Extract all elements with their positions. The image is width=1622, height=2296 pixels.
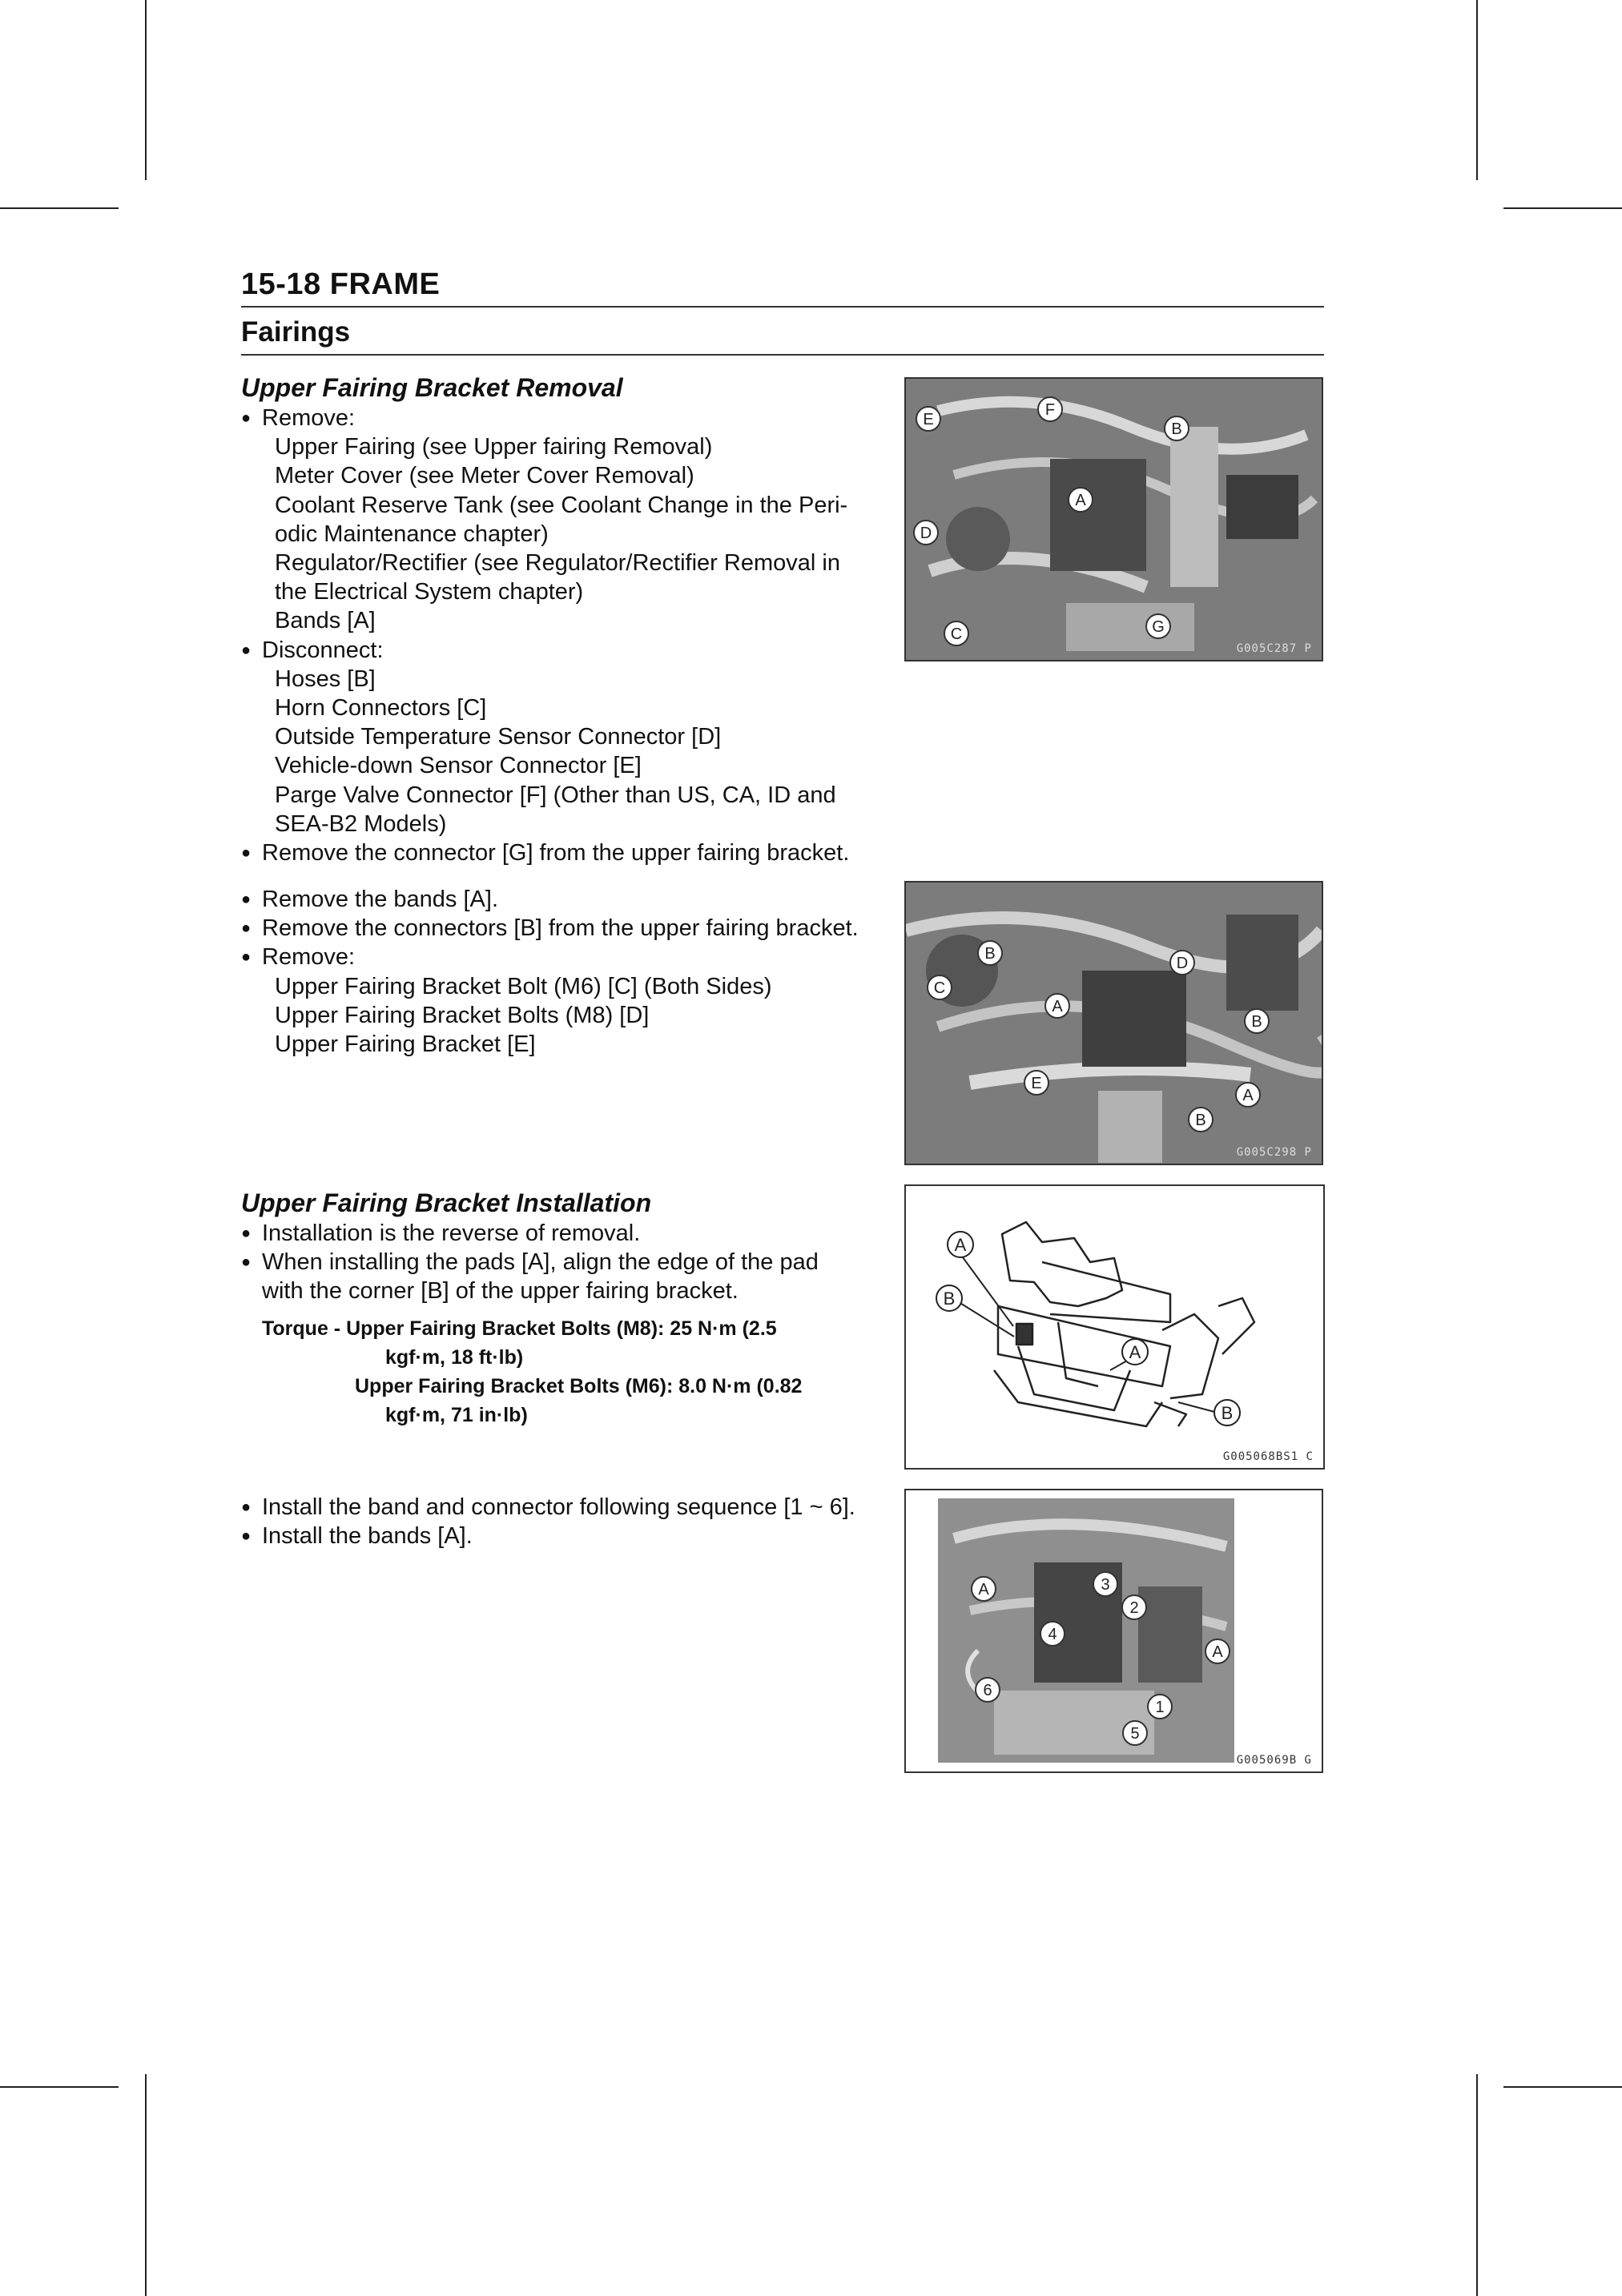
bullet-step: ● Remove the bands [A]. bbox=[241, 885, 874, 914]
step-item: Meter Cover (see Meter Cover Removal) bbox=[275, 463, 694, 489]
removal-heading: Upper Fairing Bracket Removal bbox=[241, 373, 623, 402]
figure-code: G005069B G bbox=[1236, 1754, 1312, 1767]
bullet-step: ● Remove the connectors [B] from the upper fairing bracket. bbox=[241, 914, 874, 943]
callout-label: C bbox=[950, 625, 963, 643]
step-item: Upper Fairing (see Upper fairing Removal) bbox=[275, 434, 713, 460]
step-item: odic Maintenance chapter) bbox=[275, 521, 549, 547]
page-header bbox=[241, 266, 1324, 356]
header-rule bbox=[241, 306, 1324, 308]
callout-label: A bbox=[1212, 1643, 1223, 1661]
callout-label: 3 bbox=[1101, 1576, 1110, 1594]
figure-photo-4 bbox=[904, 1489, 1323, 1773]
crop-mark bbox=[1503, 207, 1622, 209]
callout-label: B bbox=[1251, 1013, 1262, 1031]
photo-illustration bbox=[906, 883, 1322, 1164]
callout-label: A bbox=[978, 1581, 989, 1598]
crop-mark bbox=[145, 0, 147, 180]
callout-label: D bbox=[920, 525, 932, 542]
crop-mark bbox=[0, 207, 119, 209]
photo-illustration bbox=[906, 379, 1322, 660]
figure-drawing-3 bbox=[904, 1184, 1325, 1470]
bullet-step: ● When installing the pads [A], align the edge of the pad bbox=[241, 1248, 874, 1277]
step-item: with the corner [B] of the upper fairing bracket. bbox=[262, 1278, 739, 1305]
bullet-step: ● Remove the connector [G] from the upper fairing bracket. bbox=[241, 838, 874, 867]
step-item: Upper Fairing Bracket Bolt (M6) [C] (Both Sides) bbox=[275, 973, 772, 999]
callout-label: B bbox=[943, 1289, 956, 1309]
callout-label: 1 bbox=[1155, 1699, 1165, 1716]
torque-line: Torque - Upper Fairing Bracket Bolts (M8): 25 N·m (2.5 bbox=[262, 1317, 777, 1340]
callout-label: 6 bbox=[983, 1682, 992, 1699]
bullet-step: ● Disconnect: bbox=[241, 636, 874, 665]
removal-steps-2 bbox=[241, 885, 874, 1059]
installation-section bbox=[241, 1187, 874, 1429]
callout-label: C bbox=[933, 979, 946, 997]
step-item: Parge Valve Connector [F] (Other than US, CA, ID and bbox=[275, 782, 836, 808]
removal-section bbox=[241, 372, 874, 867]
callout-label: E bbox=[1031, 1075, 1042, 1092]
figure-photo-1 bbox=[904, 377, 1323, 661]
figure-code: G005C287 P bbox=[1236, 642, 1312, 655]
callout-label: A bbox=[1129, 1342, 1141, 1362]
removal-steps-list bbox=[241, 885, 874, 1059]
torque-line: kgf·m, 18 ft·lb) bbox=[385, 1345, 524, 1369]
installation-steps bbox=[241, 1219, 874, 1306]
step-item: Hoses [B] bbox=[275, 665, 376, 692]
crop-mark bbox=[1476, 2074, 1478, 2296]
figure-code: G005C298 P bbox=[1236, 1146, 1312, 1159]
crop-mark bbox=[0, 2086, 119, 2088]
step-item: Upper Fairing Bracket [E] bbox=[275, 1031, 536, 1058]
step-item: Upper Fairing Bracket Bolts (M8) [D] bbox=[275, 1002, 650, 1028]
step-item: Outside Temperature Sensor Connector [D] bbox=[275, 724, 722, 750]
callout-label: F bbox=[1044, 401, 1056, 419]
callout-label: 2 bbox=[1129, 1599, 1139, 1617]
section-title: Fairings bbox=[241, 316, 351, 348]
step-item: Horn Connectors [C] bbox=[275, 695, 487, 722]
step-item: Bands [A] bbox=[275, 608, 376, 634]
installation-steps-2 bbox=[241, 1493, 874, 1550]
callout-label: B bbox=[1221, 1403, 1234, 1423]
callout-label: A bbox=[1075, 492, 1086, 509]
crop-mark bbox=[1476, 0, 1478, 180]
callout-label: A bbox=[1242, 1087, 1254, 1104]
bullet-step: ● Install the band and connector following sequence [1 ~ 6]. bbox=[241, 1493, 874, 1522]
torque-line: kgf·m, 71 in·lb) bbox=[385, 1403, 528, 1426]
bullet-step: ● Remove: bbox=[241, 404, 874, 432]
callout-label: 4 bbox=[1048, 1626, 1057, 1643]
removal-steps bbox=[241, 404, 874, 867]
bracket-line-drawing bbox=[906, 1186, 1323, 1468]
bullet-step: ● Remove: bbox=[241, 943, 874, 971]
crop-mark bbox=[145, 2074, 147, 2296]
callout-label: B bbox=[984, 945, 996, 963]
figure-code: G005068BS1 C bbox=[1222, 1450, 1314, 1463]
bullet-step: ● Install the bands [A]. bbox=[241, 1522, 874, 1550]
step-item: Regulator/Rectifier (see Regulator/Rectifier Removal in bbox=[275, 550, 840, 577]
crop-mark bbox=[1503, 2086, 1622, 2088]
page-title: 15-18 FRAME bbox=[241, 267, 441, 301]
step-item: Coolant Reserve Tank (see Coolant Change in the Peri- bbox=[275, 492, 848, 518]
torque-line: Upper Fairing Bracket Bolts (M6): 8.0 N·m (0.82 bbox=[355, 1374, 803, 1397]
callout-label: A bbox=[954, 1235, 967, 1255]
figure-photo-2 bbox=[904, 881, 1323, 1165]
step-item: Vehicle-down Sensor Connector [E] bbox=[275, 753, 642, 779]
installation-steps-list bbox=[241, 1493, 874, 1550]
section-rule bbox=[241, 354, 1324, 356]
torque-spec bbox=[241, 1314, 874, 1429]
bullet-step: ● Installation is the reverse of removal. bbox=[241, 1219, 874, 1248]
callout-label: B bbox=[1195, 1112, 1206, 1129]
callout-label: G bbox=[1152, 618, 1165, 636]
installation-heading: Upper Fairing Bracket Installation bbox=[241, 1188, 652, 1217]
callout-label: B bbox=[1171, 420, 1182, 438]
photo-illustration bbox=[906, 1490, 1322, 1771]
step-item: SEA-B2 Models) bbox=[275, 810, 447, 837]
callout-label: D bbox=[1176, 955, 1189, 972]
callout-label: E bbox=[923, 411, 934, 428]
callout-label: 5 bbox=[1130, 1725, 1140, 1743]
step-item: the Electrical System chapter) bbox=[275, 579, 584, 605]
callout-label: A bbox=[1052, 998, 1063, 1015]
